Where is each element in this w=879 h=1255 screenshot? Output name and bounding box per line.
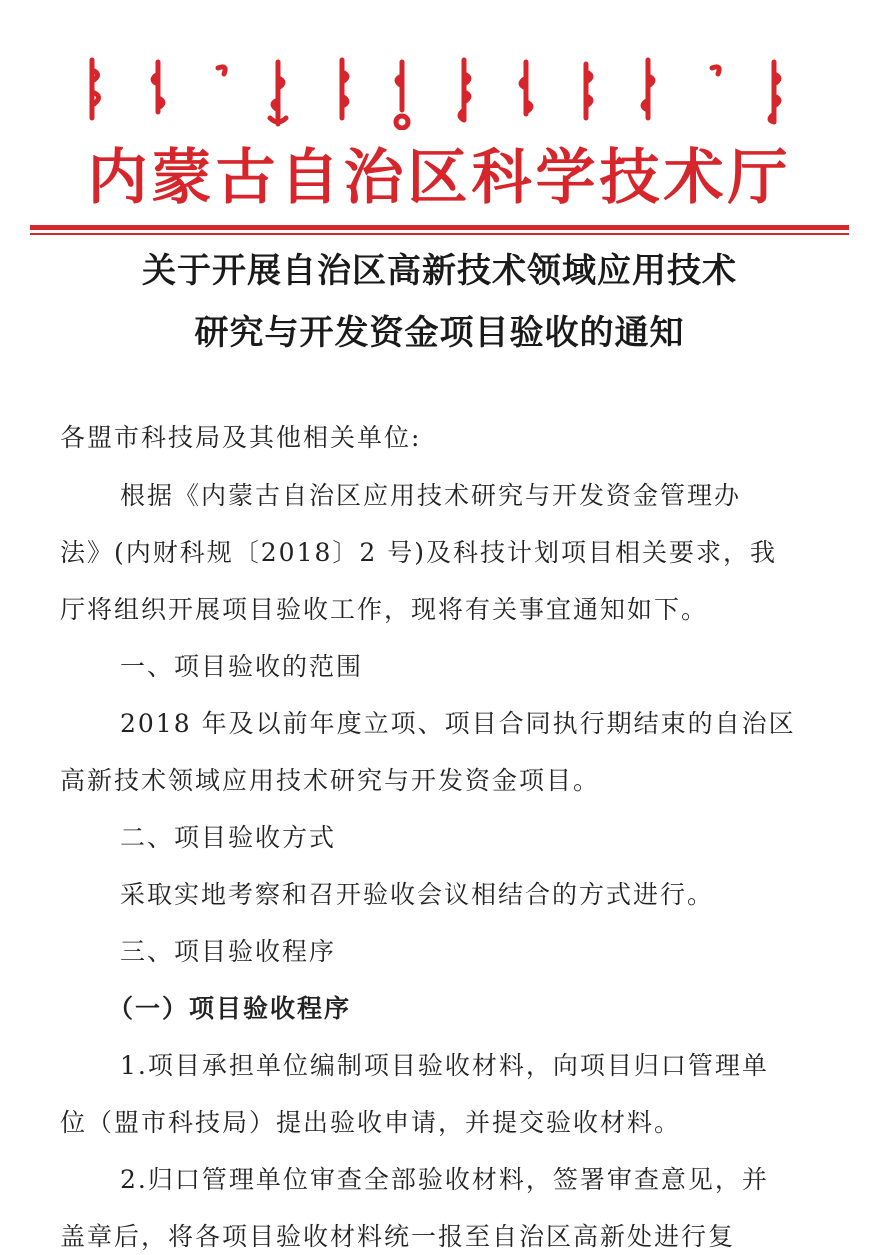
body-line: 根据《内蒙古自治区应用技术研究与开发资金管理办	[120, 481, 742, 510]
body-line: 厅将组织开展项目验收工作，现将有关事宜通知如下。	[60, 595, 709, 624]
section-heading-method: 二、项目验收方式	[120, 823, 337, 852]
section-heading-scope: 一、项目验收的范围	[120, 652, 364, 681]
document-title-line-2: 研究与开发资金项目验收的通知	[194, 313, 685, 353]
mongolian-script-image	[80, 52, 800, 130]
document-title-line-1: 关于开展自治区高新技术领域应用技术	[142, 251, 737, 291]
subsection-heading-procedure: （一）项目验收程序	[108, 994, 352, 1023]
section-heading-procedure: 三、项目验收程序	[120, 937, 337, 966]
body-line: 高新技术领域应用技术研究与开发资金项目。	[60, 766, 601, 795]
agency-name: 内蒙古自治区科学技术厅	[87, 143, 792, 213]
body-line: 采取实地考察和召开验收会议相结合的方式进行。	[120, 880, 715, 909]
salutation: 各盟市科技局及其他相关单位:	[60, 423, 422, 452]
body-line: 法》(内财科规〔2018〕2 号)及科技计划项目相关要求，我	[60, 538, 777, 567]
body-line: 盖章后，将各项目验收材料统一报至自治区高新处进行复	[60, 1222, 736, 1251]
body-line: 位（盟市科技局）提出验收申请，并提交验收材料。	[60, 1108, 682, 1137]
mongolian-script-letterhead	[80, 52, 800, 130]
body-line: 2018 年及以前年度立项、项目合同执行期结束的自治区	[120, 709, 796, 738]
body-line: 2.归口管理单位审查全部验收材料，签署审查意见，并	[120, 1165, 769, 1194]
letterhead-rule-thin	[30, 233, 849, 235]
body-line: 1.项目承担单位编制项目验收材料，向项目归口管理单	[120, 1051, 769, 1080]
letterhead-rule-thick	[30, 225, 849, 230]
